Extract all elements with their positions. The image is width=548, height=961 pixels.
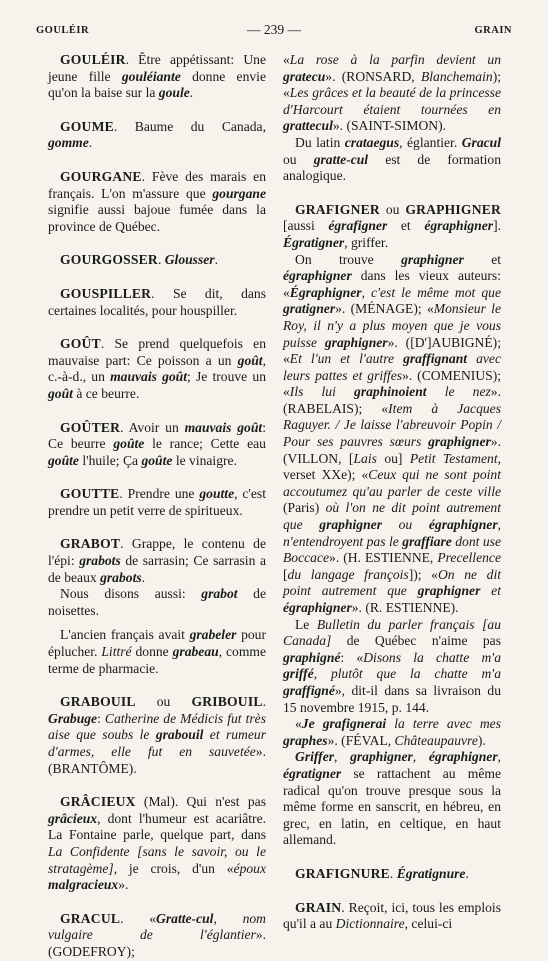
body-text: . (189, 85, 194, 101)
italic-text: Bulletin du parler français [au Canada] (283, 616, 501, 649)
dictionary-entry (48, 52, 266, 102)
body-text: ; Je trouve un (187, 369, 266, 385)
dictionary-entry (283, 900, 501, 933)
cited-word: égraphigner (428, 517, 498, 533)
italic-text: avec leurs pattes et griffes (283, 351, 502, 383)
cited-word: égraphigner (424, 218, 494, 234)
headword: GOÛTER (60, 419, 121, 435)
dictionary-entry (283, 866, 501, 883)
body-text: ». (COMENIUS); « (283, 367, 502, 400)
headword: GOÛT (60, 336, 101, 352)
body-text: ». (118, 877, 129, 893)
body-text: , (497, 749, 502, 765)
body-text: L'ancien français avait (60, 627, 190, 643)
headword: GOUSPILLER (60, 285, 152, 301)
body-text: à ce beurre. (72, 385, 140, 401)
headword: GRABOT (60, 536, 121, 552)
cited-word: mauvais goût (110, 369, 188, 385)
body-text: , églantier. (399, 134, 462, 150)
body-text: , (412, 749, 429, 765)
body-text: . Se prend quelquefois en mauvaise part: Ce poisson a un (48, 336, 266, 368)
cited-word: égratigner (283, 765, 342, 781)
dictionary-entry (48, 252, 266, 269)
body-text: « (295, 716, 302, 732)
headword: GOULÉIR (60, 52, 126, 67)
italic-text: époux (233, 860, 266, 876)
body-text: est de formation analogique. (283, 151, 501, 184)
body-text: de noisettes. (48, 586, 266, 618)
body-text: le vinaigre. (172, 452, 237, 468)
dictionary-entry (48, 119, 266, 152)
body-text: ». (SAINT-SIMON). (332, 118, 447, 134)
body-text: . (125, 52, 130, 67)
cited-word: grabots (100, 569, 142, 585)
cited-word: goût (237, 352, 263, 368)
body-text: le rance; Cette eau (144, 436, 266, 452)
body-text: ». (BRANTÔME). (48, 744, 266, 776)
entry-paragraph (283, 749, 501, 849)
body-text: . « (120, 910, 157, 926)
italic-text: Item à Jacques Raguyer. / Je laisse l'abreuvoir Popin / Pour ses pauvres sœurs (283, 400, 501, 450)
body-text: : (97, 710, 105, 726)
cited-word: goûte (113, 436, 145, 452)
dictionary-entry (283, 202, 501, 252)
body-text: , celui-ci (404, 916, 453, 932)
running-head-first-word: GOULÉIR (36, 25, 90, 36)
cited-word: gouléiante (121, 68, 181, 84)
italic-text: Ils lui (289, 384, 355, 400)
cited-word: graphigné (283, 649, 341, 665)
dictionary-entry (48, 420, 266, 470)
dictionary-entry (48, 286, 266, 319)
body-text: Du latin (295, 134, 345, 150)
body-text: , je crois, d'un « (113, 860, 234, 876)
entry-paragraph (283, 617, 501, 717)
body-text: . (465, 865, 469, 881)
body-text: (Paris) (283, 500, 326, 516)
cited-word: graphinoient (354, 384, 427, 400)
body-text: [aussi (283, 218, 329, 234)
headword: GOUTTE (60, 486, 120, 502)
cited-word: Égratignure (396, 865, 466, 881)
body-text: : Ce beurre (48, 419, 266, 452)
body-text: . (88, 135, 93, 151)
italic-text: et rumeur d'armes, elle fut en sauvetée (48, 727, 266, 759)
cited-word: graphigner (428, 434, 491, 450)
italic-text: Lais (353, 450, 377, 466)
body-text: se rattachent au même radical qu'on trouve presque sous la même forme en sanscrit, en hébreu, en grec, en latin, en celtique, en haut allemand. (283, 765, 501, 848)
dictionary-entry (48, 794, 266, 894)
body-text: et (387, 218, 425, 234)
cited-word: graphigner (350, 749, 413, 765)
body-text: donne (131, 644, 173, 660)
cited-word: égrafigner (328, 218, 388, 234)
body-text: donne envie qu'on la baise sur la (48, 68, 266, 101)
cited-word: égraphigner (283, 268, 352, 284)
italic-text: , plutôt que la chatte m'a (313, 666, 501, 682)
body-text: signifie aussi bajoue fumée dans la province de Québec. (48, 202, 266, 234)
italic-text: , c'est le même mot que (361, 284, 501, 300)
italic-text: et (480, 583, 501, 599)
body-text: , c'est prendre un petit verre de spiritueux. (48, 486, 266, 518)
cited-word: gratecu (283, 68, 326, 84)
body-text: . Grappe, le contenu de l'épi: (48, 536, 266, 569)
cited-word: gratte-cul (313, 151, 369, 167)
cited-word: Gracul (461, 134, 501, 150)
cited-word: grabots (79, 553, 121, 569)
body-text: . (389, 865, 397, 881)
italic-text: Catherine de Médicis fut très aise que soubs le (48, 710, 266, 743)
cited-word: graphes (283, 732, 328, 748)
body-text: e (341, 467, 348, 483)
body-text: Le (295, 616, 317, 632)
entry-paragraph (283, 135, 501, 185)
cited-word: Je grafignerai (301, 716, 387, 732)
italic-text: la terre avec mes (386, 716, 501, 732)
body-text: », dit-il dans sa livraison du 15 novembre 1915, p. 144. (283, 682, 501, 715)
cited-word: goule (158, 85, 190, 101)
dictionary-entry (48, 694, 266, 777)
body-text: ». (GODEFROY); (48, 927, 266, 959)
cited-word: grâcieux (48, 810, 98, 826)
cited-word: goût (48, 385, 73, 401)
body-text: . (157, 252, 165, 268)
entry-paragraph (48, 627, 266, 677)
body-text: pour éplucher. (48, 627, 266, 660)
body-text: . (141, 569, 146, 585)
italic-text: le nez (426, 384, 491, 400)
body-text: ». (H. ESTIENNE, (329, 550, 438, 566)
headword: GRAIN (295, 899, 342, 915)
body-text: Être appétissant: Une jeune fille (48, 52, 266, 84)
cited-word: mauvais goût (184, 419, 263, 435)
body-text: et (463, 251, 502, 267)
body-text: dans les vieux auteurs: « (283, 268, 501, 300)
headword: GOURGANE (60, 168, 142, 184)
cited-word: griffé (283, 666, 314, 682)
cited-word: graffiare (402, 533, 452, 549)
cited-word: grabot (201, 586, 238, 602)
italic-text: Littré (101, 644, 132, 660)
body-text: ». (R. ESTIENNE). (351, 600, 459, 615)
body-text: , c.-à-d., un (48, 352, 266, 385)
cited-word: graphigner (417, 583, 481, 599)
cited-word: égraphigner (283, 600, 352, 615)
body-text: . (214, 252, 218, 268)
body-text: (Mal). Qui n'est pas (135, 794, 266, 810)
entry-paragraph (283, 52, 501, 135)
body-text: . Avoir un (120, 419, 185, 435)
cited-word: gomme (48, 135, 89, 151)
body-text: ». (RONSARD, (325, 68, 421, 84)
cited-word: grabouil (155, 727, 204, 743)
body-text: ); « (347, 467, 369, 483)
headword: GRÂCIEUX (60, 794, 136, 810)
body-text: ). (477, 732, 486, 748)
cited-word: grattecul (283, 118, 333, 134)
cited-word: graphigner (401, 251, 464, 267)
italic-text: Petit Testament (409, 450, 498, 466)
body-text: l'huile; Ça (78, 452, 142, 468)
body-text: , griffer. (344, 234, 389, 250)
italic-text: La rose à la parfin devient un (289, 52, 501, 67)
headword: GRAPHIGNER (405, 201, 501, 217)
cited-word: grabeau (172, 644, 219, 660)
body-text: de sarrasin; Ce sarrasin a de beaux (48, 553, 266, 585)
dictionary-entry (48, 911, 266, 961)
body-text: . Reçoit, ici, tous les emplois qu'il a au (283, 899, 501, 932)
cited-word: gourgane (212, 185, 266, 201)
italic-text: Precellence (437, 550, 501, 566)
running-head-last-word: GRAIN (474, 25, 512, 36)
body-text: ». (FÉVAL, (327, 732, 395, 748)
body-text: ou (283, 151, 314, 167)
italic-text: Les grâces et la beauté de la princesse d'Harcourt étaient tournées en (283, 85, 501, 117)
headword: GRIBOUIL (191, 694, 263, 710)
cited-word: goutte (199, 486, 235, 502)
body-text: [ (283, 566, 288, 582)
body-text: , comme terme de pharmacie. (48, 644, 266, 676)
cited-word: Glousser (164, 252, 215, 268)
dictionary-entry (48, 536, 266, 586)
italic-text: où l'on ne dit point autrement que (283, 500, 502, 533)
body-text: , dont l'humeur est acariâtre. La Fontaine parle, quelque part, dans (48, 810, 266, 843)
italic-text: , nom vulgaire de l'églantier (48, 910, 266, 943)
italic-text: Ceux qui ne sont point accoutumez qu'au parler de ceste ville (283, 467, 501, 499)
entry-paragraph (48, 586, 266, 619)
cited-word: malgracieux (48, 877, 119, 893)
body-text: . Baume du Canada, (113, 118, 266, 134)
body-text: ». (MÉNAGE); « (335, 301, 434, 317)
body-text: , verset XX (283, 450, 502, 483)
cited-word: gratigner (283, 301, 336, 317)
cited-word: graphigner (324, 334, 388, 350)
body-text: ou (135, 694, 192, 710)
body-text: . Se dit, dans certaines localités, pour houspiller. (48, 285, 266, 318)
body-text: ou (379, 201, 406, 217)
cited-word: graffignant (403, 351, 468, 367)
dictionary-entry (48, 336, 266, 402)
dictionary-entry (48, 486, 266, 519)
italic-text: La Confidente [sans le savoir, ou le stratagème] (48, 843, 266, 876)
body-text: ]); « (408, 566, 438, 582)
cited-word: goûte (48, 452, 79, 468)
body-text: . Prendre une (119, 486, 200, 502)
cited-word: crataegus (344, 134, 400, 150)
body-text: : « (340, 649, 364, 665)
headword: GOURGOSSER (60, 252, 158, 268)
body-text: ». ([D']AUBIGNÉ); « (283, 334, 501, 367)
cited-word: Égraphigner (289, 284, 362, 300)
entry-paragraph (283, 716, 501, 749)
headword: GRABOUIL (60, 694, 136, 710)
body-text: ); « (283, 68, 501, 101)
cited-word: graffigné (283, 682, 335, 698)
body-text: . (262, 694, 266, 710)
cited-word: Gratte-cul (156, 910, 214, 926)
italic-text: Monsieur le Roy, il n'y a plus moyen que je vous puisse (283, 301, 501, 350)
italic-text: ou (381, 517, 429, 533)
italic-text: Et l'un et l'autre (289, 351, 404, 367)
dictionary-entry (48, 169, 266, 235)
cited-word: Égratigner (283, 234, 345, 250)
body-text: , (334, 749, 351, 765)
italic-text: Blanchemain (420, 68, 493, 84)
body-text: « (283, 52, 290, 67)
body-text: . Fève des marais en français. L'on m'assure que (48, 168, 266, 201)
italic-text: On ne dit point autrement que (283, 566, 501, 599)
headword: GRAFIGNER (295, 201, 380, 217)
italic-text: , n'entendroyent pas le (283, 517, 502, 549)
body-text: ]. (493, 218, 501, 234)
cited-word: Grabuge (48, 710, 98, 726)
italic-text: dont use Boccace (283, 533, 501, 566)
italic-text: du langage françois (287, 566, 409, 582)
headword: GOUME (60, 118, 114, 134)
page-number: — 239 — (247, 22, 301, 37)
cited-word: égraphigner (428, 749, 498, 765)
right-column (283, 52, 501, 933)
headword: GRAFIGNURE (295, 865, 390, 881)
body-text: de Québec n'aime pas (331, 633, 501, 649)
headword: GRACUL (60, 910, 121, 926)
body-text: ». (VILLON, [ (283, 434, 501, 466)
body-text: On trouve (295, 251, 402, 267)
running-head (36, 22, 512, 40)
body-text: ou] (376, 450, 410, 466)
body-text: ». (RABELAIS); « (283, 384, 501, 416)
cited-word: goûte (141, 452, 173, 468)
entry-paragraph (283, 252, 501, 617)
italic-text: Disons la chatte m'a (363, 649, 501, 665)
left-column (48, 52, 266, 961)
italic-text: Châteaupauvre (394, 732, 478, 748)
cited-word: Griffer (295, 749, 335, 765)
italic-text: Dictionnaire (335, 916, 405, 932)
cited-word: graphigner (319, 517, 382, 533)
cited-word: grabeler (189, 627, 237, 643)
body-text: Nous disons aussi: (60, 586, 202, 602)
